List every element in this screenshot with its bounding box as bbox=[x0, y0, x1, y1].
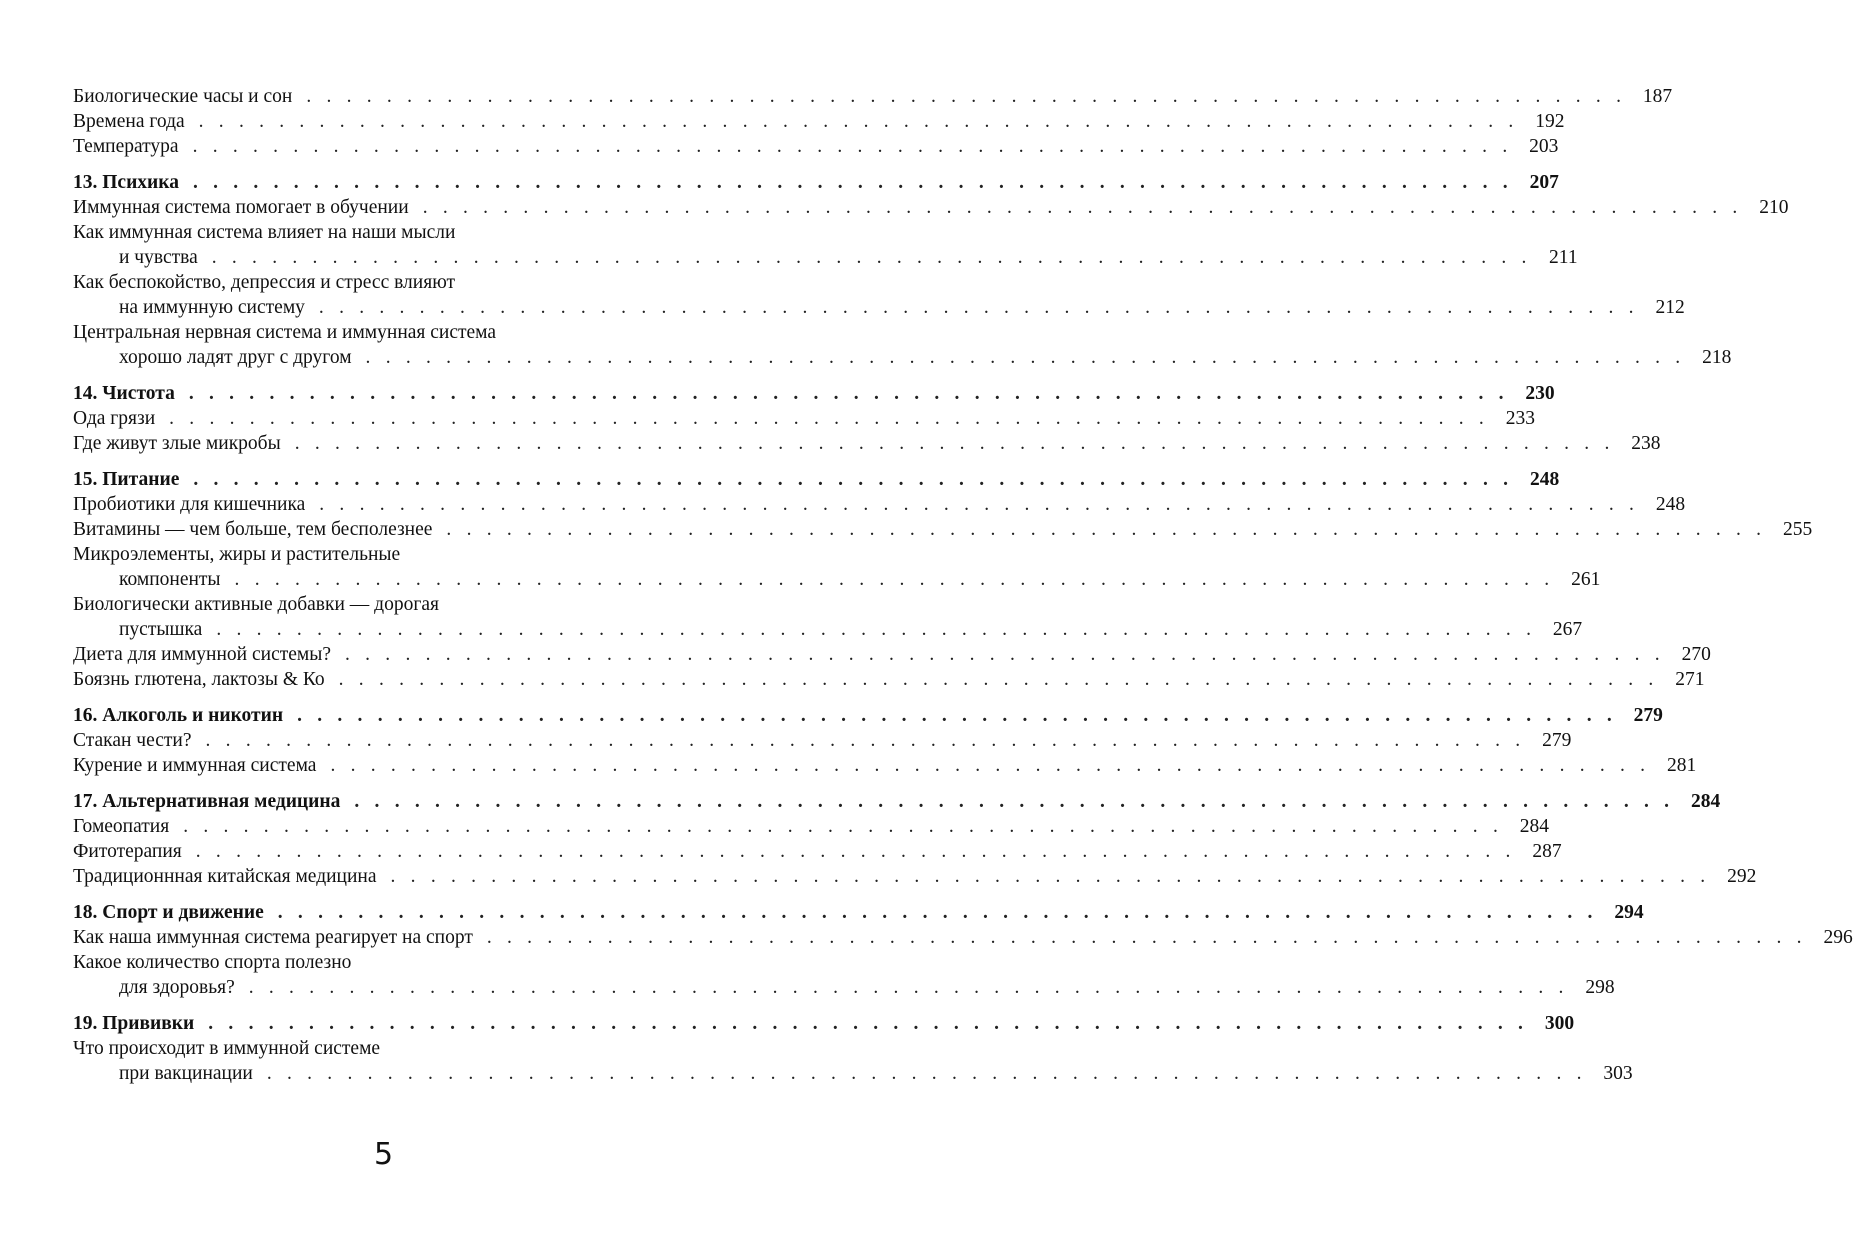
dot-leader: . . . . . . . . . . . . . . . . . . . . . . . . . . . . . . . . . . . . . . . . . . . . . . . . . . . . . . . . . . . . . . . . . . bbox=[354, 791, 1675, 812]
dot-leader: . . . . . . . . . . . . . . . . . . . . . . . . . . . . . . . . . . . . . . . . . . . . . . . . . . . . . . . . . . . . . . . . . . bbox=[319, 494, 1640, 515]
entry-title: Времена года bbox=[73, 111, 185, 132]
page-ref: 281 bbox=[1667, 755, 1697, 776]
dot-leader: . . . . . . . . . . . . . . . . . . . . . . . . . . . . . . . . . . . . . . . . . . . . . . . . . . . . . . . . . . . . . . . . . . bbox=[234, 569, 1555, 590]
dot-leader: . . . . . . . . . . . . . . . . . . . . . . . . . . . . . . . . . . . . . . . . . . . . . . . . . . . . . . . . . . . . . . . . . . bbox=[422, 197, 1743, 218]
page-ref: 207 bbox=[1529, 172, 1559, 193]
page-ref: 271 bbox=[1675, 669, 1705, 690]
page-ref: 261 bbox=[1571, 569, 1601, 590]
entry-title: Традиционнная китайская медицина bbox=[73, 866, 377, 887]
toc-entry-row bbox=[73, 295, 1685, 320]
toc-entry-row bbox=[73, 517, 1813, 542]
toc-entry-row bbox=[73, 567, 1601, 592]
toc-entry-row bbox=[73, 753, 1697, 778]
page-ref: 284 bbox=[1519, 816, 1550, 837]
toc-entry-row bbox=[73, 864, 1757, 889]
dot-leader: . . . . . . . . . . . . . . . . . . . . . . . . . . . . . . . . . . . . . . . . . . . . . . . . . . . . . . . . . . . . . . . . . . bbox=[277, 902, 1598, 923]
dot-leader: . . . . . . . . . . . . . . . . . . . . . . . . . . . . . . . . . . . . . . . . . . . . . . . . . . . . . . . . . . . . . . . . . . bbox=[297, 705, 1617, 726]
dot-leader: . . . . . . . . . . . . . . . . . . . . . . . . . . . . . . . . . . . . . . . . . . . . . . . . . . . . . . . . . . . . . . . . . . bbox=[198, 111, 1519, 132]
page-ref: 296 bbox=[1823, 927, 1853, 948]
page-ref: 292 bbox=[1727, 866, 1757, 887]
page-ref: 255 bbox=[1783, 519, 1813, 540]
toc-entry-line: Какое количество спорта полезно bbox=[73, 952, 352, 973]
entry-title: Фитотерапия bbox=[73, 841, 182, 862]
toc-entry-row bbox=[73, 492, 1686, 517]
page-ref: 267 bbox=[1552, 619, 1583, 640]
dot-leader: . . . . . . . . . . . . . . . . . . . . . . . . . . . . . . . . . . . . . . . . . . . . . . . . . . . . . . . . . . . . . . . . . . bbox=[266, 1063, 1587, 1084]
entry-title: Биологические часы и сон bbox=[73, 86, 293, 107]
entry-title: Ода грязи bbox=[73, 408, 156, 429]
toc-entry-row bbox=[73, 345, 1732, 370]
toc-entry-line: Микроэлементы, жиры и растительные bbox=[73, 544, 401, 565]
entry-title: для здоровья? bbox=[119, 977, 235, 998]
toc-chapter-row bbox=[73, 1011, 1575, 1036]
toc-chapter-row bbox=[73, 467, 1560, 492]
page-ref: 218 bbox=[1702, 347, 1732, 368]
dot-leader: . . . . . . . . . . . . . . . . . . . . . . . . . . . . . . . . . . . . . . . . . . . . . . . . . . . . . . . . . . . . . . . . . . bbox=[318, 297, 1639, 318]
entry-title: Гомеопатия bbox=[73, 816, 170, 837]
page-ref: 212 bbox=[1655, 297, 1685, 318]
toc-entry-row bbox=[73, 195, 1789, 220]
page-ref: 284 bbox=[1690, 791, 1721, 812]
entry-title: Иммунная система помогает в обучении bbox=[73, 197, 409, 218]
entry-title: Температура bbox=[73, 136, 179, 157]
toc-entry-row bbox=[73, 245, 1578, 270]
dot-leader: . . . . . . . . . . . . . . . . . . . . . . . . . . . . . . . . . . . . . . . . . . . . . . . . . . . . . . . . . . . . . . . . . . bbox=[216, 619, 1537, 640]
entry-title: Диета для иммунной системы? bbox=[73, 644, 331, 665]
chapter-title: 17. Альтернативная медицина bbox=[73, 791, 341, 812]
entry-title: Как наша иммунная система реагирует на спорт bbox=[73, 927, 473, 948]
page-ref: 270 bbox=[1681, 644, 1711, 665]
dot-leader: . . . . . . . . . . . . . . . . . . . . . . . . . . . . . . . . . . . . . . . . . . . . . . . . . . . . . . . . . . . . . . . . . . bbox=[192, 172, 1513, 193]
toc-chapter-row bbox=[73, 789, 1721, 814]
page-ref: 238 bbox=[1631, 433, 1661, 454]
entry-title: и чувства bbox=[119, 247, 198, 268]
toc-entry-row bbox=[73, 642, 1711, 667]
toc-entry-row bbox=[73, 406, 1535, 431]
page-ref: 298 bbox=[1585, 977, 1615, 998]
dot-leader: . . . . . . . . . . . . . . . . . . . . . . . . . . . . . . . . . . . . . . . . . . . . . . . . . . . . . . . . . . . . . . . . . . bbox=[390, 866, 1711, 887]
toc-entry-line: Как иммунная система влияет на наши мысли bbox=[73, 222, 456, 243]
toc-entry-row bbox=[73, 925, 1853, 950]
dot-leader: . . . . . . . . . . . . . . . . . . . . . . . . . . . . . . . . . . . . . . . . . . . . . . . . . . . . . . . . . . . . . . . . . . bbox=[365, 347, 1686, 368]
page-ref: 248 bbox=[1655, 494, 1686, 515]
toc-chapter-row bbox=[73, 703, 1663, 728]
dot-leader: . . . . . . . . . . . . . . . . . . . . . . . . . . . . . . . . . . . . . . . . . . . . . . . . . . . . . . . . . . . . . . . . . . bbox=[188, 383, 1509, 404]
entry-title: пустышка bbox=[119, 619, 203, 640]
page-ref: 294 bbox=[1614, 902, 1644, 923]
toc-entry-row bbox=[73, 134, 1559, 159]
toc-entry-row bbox=[73, 617, 1583, 642]
entry-title: Витамины — чем больше, тем бесполезнее bbox=[73, 519, 433, 540]
dot-leader: . . . . . . . . . . . . . . . . . . . . . . . . . . . . . . . . . . . . . . . . . . . . . . . . . . . . . . . . . . . . . . . . . . bbox=[248, 977, 1569, 998]
dot-leader: . . . . . . . . . . . . . . . . . . . . . . . . . . . . . . . . . . . . . . . . . . . . . . . . . . . . . . . . . . . . . . . . . . bbox=[486, 927, 1807, 948]
toc-entry-line: Что происходит в иммунной системе bbox=[73, 1038, 381, 1059]
chapter-title: 18. Спорт и движение bbox=[73, 902, 264, 923]
toc-entry-row bbox=[73, 431, 1661, 456]
dot-leader: . . . . . . . . . . . . . . . . . . . . . . . . . . . . . . . . . . . . . . . . . . . . . . . . . . . . . . . . . . . . . . . . . . bbox=[205, 730, 1526, 751]
toc-entry-row bbox=[73, 814, 1550, 839]
toc-entry-line: Биологически активные добавки — дорогая bbox=[73, 594, 439, 615]
toc-entry-row bbox=[73, 1061, 1633, 1086]
dot-leader: . . . . . . . . . . . . . . . . . . . . . . . . . . . . . . . . . . . . . . . . . . . . . . . . . . . . . . . . . . . . . . . . . . bbox=[183, 816, 1504, 837]
page-ref: 230 bbox=[1525, 383, 1555, 404]
page-ref: 279 bbox=[1633, 705, 1663, 726]
entry-title: Пробиотики для кишечника bbox=[73, 494, 306, 515]
chapter-title: 13. Психика bbox=[73, 172, 179, 193]
entry-title: хорошо ладят друг с другом bbox=[119, 347, 352, 368]
dot-leader: . . . . . . . . . . . . . . . . . . . . . . . . . . . . . . . . . . . . . . . . . . . . . . . . . . . . . . . . . . . . . . . . . . bbox=[169, 408, 1489, 429]
dot-leader: . . . . . . . . . . . . . . . . . . . . . . . . . . . . . . . . . . . . . . . . . . . . . . . . . . . . . . . . . . . . . . . . . . bbox=[330, 755, 1651, 776]
toc-entry-row bbox=[73, 667, 1705, 692]
entry-title: на иммунную систему bbox=[119, 297, 305, 318]
dot-leader: . . . . . . . . . . . . . . . . . . . . . . . . . . . . . . . . . . . . . . . . . . . . . . . . . . . . . . . . . . . . . . . . . . bbox=[446, 519, 1767, 540]
dot-leader: . . . . . . . . . . . . . . . . . . . . . . . . . . . . . . . . . . . . . . . . . . . . . . . . . . . . . . . . . . . . . . . . . . bbox=[193, 469, 1514, 490]
entry-title: Стакан чести? bbox=[73, 730, 192, 751]
toc-entry-row bbox=[73, 84, 1673, 109]
table-of-contents bbox=[73, 84, 1853, 1086]
toc-entry-line: Как беспокойство, депрессия и стресс влияют bbox=[73, 272, 456, 293]
entry-title: компоненты bbox=[119, 569, 221, 590]
toc-entry-row bbox=[73, 839, 1562, 864]
dot-leader: . . . . . . . . . . . . . . . . . . . . . . . . . . . . . . . . . . . . . . . . . . . . . . . . . . . . . . . . . . . . . . . . . . bbox=[208, 1013, 1529, 1034]
dot-leader: . . . . . . . . . . . . . . . . . . . . . . . . . . . . . . . . . . . . . . . . . . . . . . . . . . . . . . . . . . . . . . . . . . bbox=[294, 433, 1615, 454]
toc-entry-row bbox=[73, 728, 1572, 753]
entry-title: при вакцинации bbox=[119, 1063, 253, 1084]
chapter-title: 19. Прививки bbox=[73, 1013, 195, 1034]
toc-chapter-row bbox=[73, 900, 1644, 925]
toc-chapter-row bbox=[73, 381, 1555, 406]
chapter-title: 16. Алкоголь и никотин bbox=[73, 705, 284, 726]
toc-entry-row bbox=[73, 975, 1615, 1000]
entry-title: Курение и иммунная система bbox=[73, 755, 317, 776]
page-ref: 210 bbox=[1759, 197, 1789, 218]
page-ref: 211 bbox=[1549, 247, 1578, 268]
dot-leader: . . . . . . . . . . . . . . . . . . . . . . . . . . . . . . . . . . . . . . . . . . . . . . . . . . . . . . . . . . . . . . . . . . bbox=[306, 86, 1627, 107]
page-ref: 303 bbox=[1603, 1063, 1633, 1084]
dot-leader: . . . . . . . . . . . . . . . . . . . . . . . . . . . . . . . . . . . . . . . . . . . . . . . . . . . . . . . . . . . . . . . . . . bbox=[345, 644, 1665, 665]
page-ref: 287 bbox=[1532, 841, 1562, 862]
toc-entry-row bbox=[73, 109, 1565, 134]
entry-title: Где живут злые микробы bbox=[73, 433, 281, 454]
page-number: 5 bbox=[373, 1137, 395, 1172]
chapter-title: 14. Чистота bbox=[73, 383, 175, 404]
entry-title: Боязнь глютена, лактозы & Ко bbox=[73, 669, 325, 690]
dot-leader: . . . . . . . . . . . . . . . . . . . . . . . . . . . . . . . . . . . . . . . . . . . . . . . . . . . . . . . . . . . . . . . . . . bbox=[338, 669, 1659, 690]
dot-leader: . . . . . . . . . . . . . . . . . . . . . . . . . . . . . . . . . . . . . . . . . . . . . . . . . . . . . . . . . . . . . . . . . . bbox=[211, 247, 1532, 268]
toc-chapter-row bbox=[73, 170, 1559, 195]
dot-leader: . . . . . . . . . . . . . . . . . . . . . . . . . . . . . . . . . . . . . . . . . . . . . . . . . . . . . . . . . . . . . . . . . . bbox=[195, 841, 1516, 862]
toc-entry-line: Центральная нервная система и иммунная система bbox=[73, 322, 497, 343]
page-ref: 233 bbox=[1505, 408, 1535, 429]
page-ref: 248 bbox=[1529, 469, 1560, 490]
page-ref: 203 bbox=[1529, 136, 1559, 157]
chapter-title: 15. Питание bbox=[73, 469, 180, 490]
page-ref: 279 bbox=[1542, 730, 1572, 751]
dot-leader: . . . . . . . . . . . . . . . . . . . . . . . . . . . . . . . . . . . . . . . . . . . . . . . . . . . . . . . . . . . . . . . . . . bbox=[192, 136, 1513, 157]
page-ref: 192 bbox=[1535, 111, 1565, 132]
page-ref: 300 bbox=[1544, 1013, 1575, 1034]
page-ref: 187 bbox=[1642, 86, 1673, 107]
